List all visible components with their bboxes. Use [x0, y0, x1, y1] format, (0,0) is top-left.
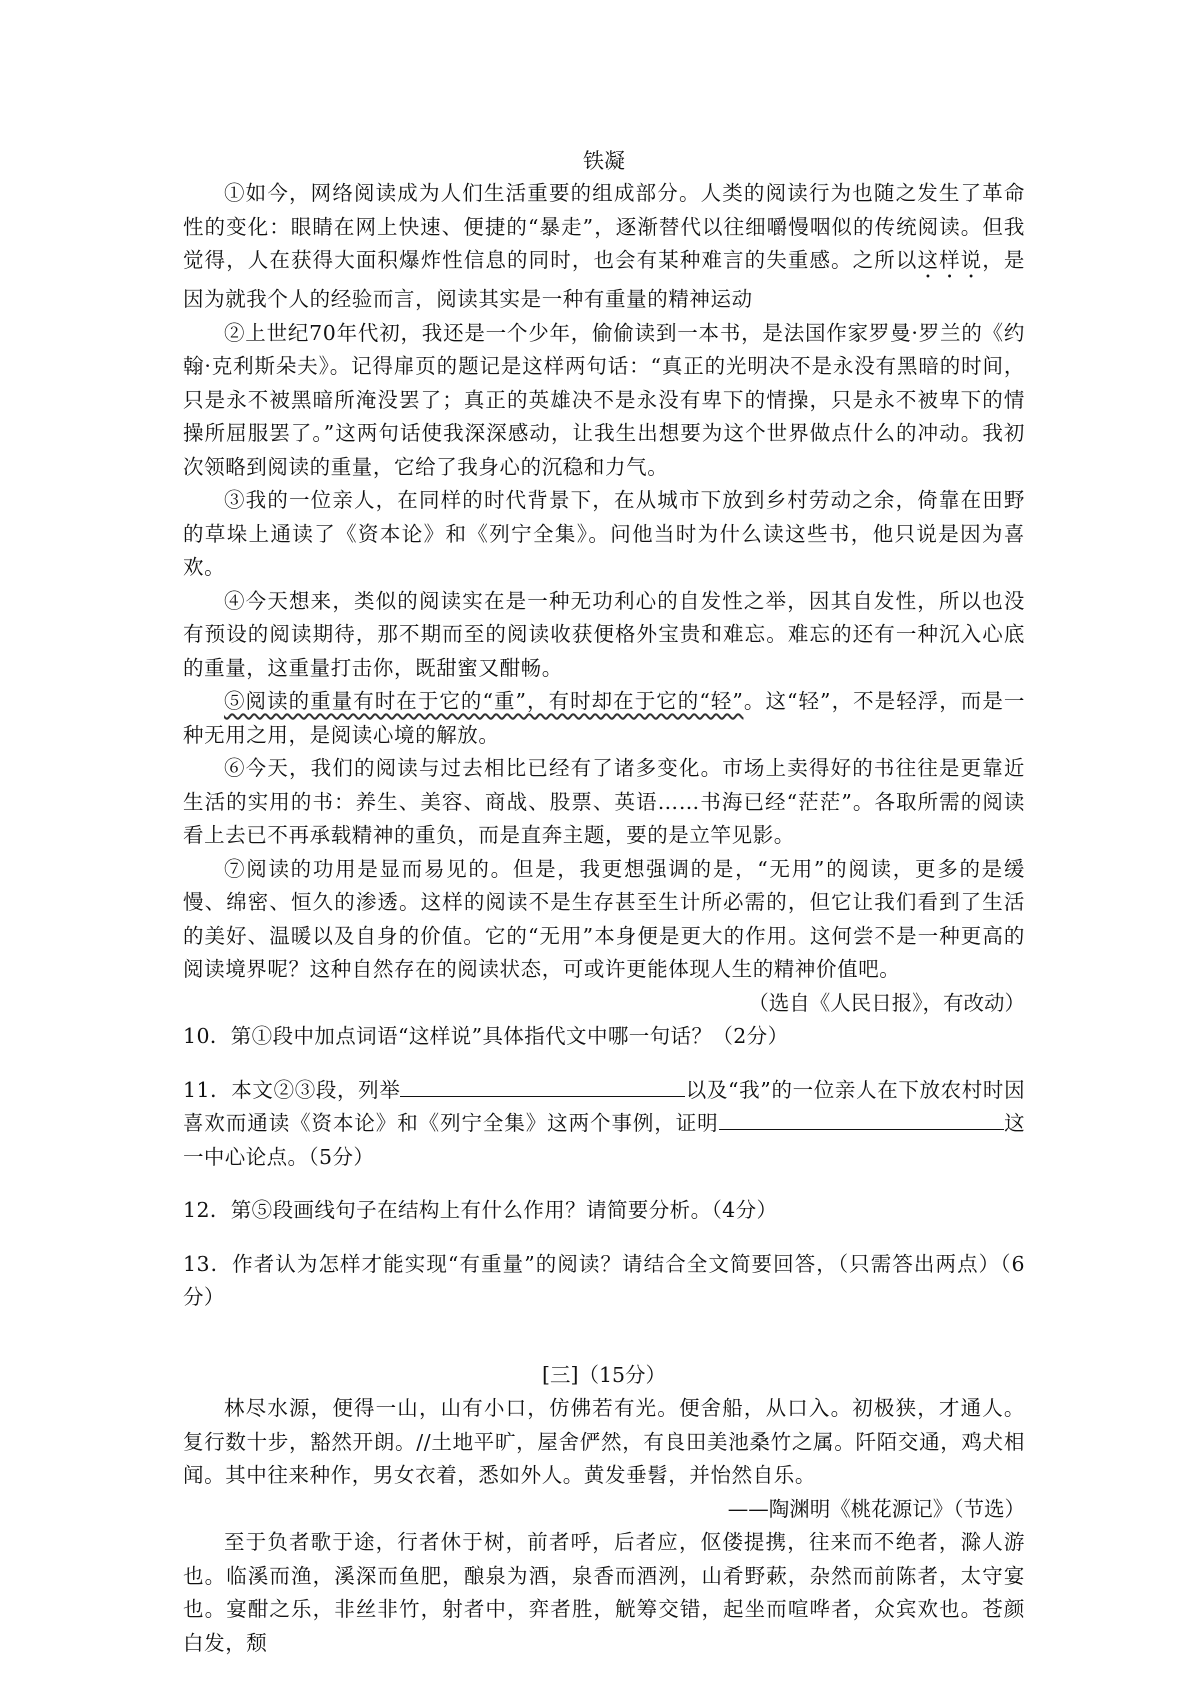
- answer-blank-1[interactable]: [400, 1074, 685, 1097]
- answer-blank-2[interactable]: [719, 1107, 1004, 1130]
- question-11-part-a: 11．本文②③段，列举: [183, 1077, 401, 1102]
- answer-space-13: [183, 1315, 1025, 1337]
- answer-space-12: [183, 1228, 1025, 1248]
- taohuayuan-source: ——陶渊明《桃花源记》（节选）: [727, 1496, 1025, 1521]
- underlined-sentence: ⑤阅读的重量有时在于它的“重”，有时却在于它的“轻”: [224, 689, 744, 713]
- paragraph-7: ⑦阅读的功用是显而易见的。但是，我更想强调的是，“无用”的阅读，更多的是缓慢、绵密、恒久的渗透。这样的阅读不是生存甚至生计所必需的，但它让我们看到了生活的美好、温暖以及自身的价值。它的“无用”本身便是更大的作用。这何尝不是一种更高的阅读境界呢？这种自然存在的阅读状态，可或许更能体现人生的精神价值吧。: [183, 856, 1025, 981]
- section-3-heading: [三]（15分）: [541, 1362, 667, 1387]
- answer-space-11: [183, 1174, 1025, 1194]
- taohuayuan-passage: 林尽水源，便得一山，山有小口，仿佛若有光。便舍船，从口入。初极狭，才通人。复行数十步，豁然开朗。//土地平旷，屋舍俨然，有良田美池桑竹之属。阡陌交通，鸡犬相闻。其中往来种作，男女衣着，悉如外人。黄发垂髫，并怡然自乐。: [183, 1396, 1025, 1487]
- question-10: 10．第①段中加点词语“这样说”具体指代文中哪一句话？（2分）: [183, 1024, 789, 1048]
- answer-space-10: [183, 1054, 1025, 1074]
- paragraph-5-rest: 。这“轻”，不是轻浮，而是一种无用之用，是阅读心境的解放。: [183, 689, 1025, 747]
- article-source: （选自《人民日报》，有改动）: [748, 990, 1025, 1015]
- question-13: 13．作者认为怎样才能实现“有重量”的阅读？请结合全文简要回答，（只需答出两点）（6分）: [183, 1251, 1025, 1309]
- paragraph-5: [183, 685, 1025, 752]
- paragraph-1-end: ，是因为就我个人的经验而言，阅读其实是一种有重量的精神运动: [183, 248, 1025, 311]
- article-author: 铁凝: [583, 149, 625, 173]
- paragraph-1: [183, 177, 1025, 317]
- paragraph-1-start: ①如今，网络阅读成为人们生活重要的组成部分。人类的阅读行为也随之发生了革命性的变化：眼睛在网上快速、便捷的“暴走”，逐渐替代以往细嚼慢咽似的传统阅读。但我觉得，人在获得大面积爆炸性信息的同时，也会有某种难言的失重感。之所以: [183, 181, 1025, 272]
- question-11-part-c: 这一中心论点。（5分）: [183, 1111, 1026, 1169]
- paragraph-3: ③我的一位亲人，在同样的时代背景下，在从城市下放到乡村劳动之余，倚靠在田野的草垛上通读了《资本论》和《列宁全集》。问他当时为什么读这些书，他只说是因为喜欢。: [183, 488, 1025, 579]
- paragraph-6: ⑥今天，我们的阅读与过去相比已经有了诸多变化。市场上卖得好的书往往是更靠近生活的实用的书：养生、美容、商战、股票、英语……书海已经“茫茫”。各取所需的阅读看上去已不再承载精神的重负，而是直奔主题，要的是立竿见影。: [183, 756, 1025, 847]
- question-11: [183, 1074, 1025, 1175]
- question-12: 12．第⑤段画线句子在结构上有什么作用？请简要分析。（4分）: [183, 1198, 778, 1222]
- spacer: [183, 1337, 1025, 1359]
- dotted-phrase: 这样说: [917, 248, 983, 272]
- zuiwengting-passage: 至于负者歌于途，行者休于树，前者呼，后者应，伛偻提携，往来而不绝者，滁人游也。临溪而渔，溪深而鱼肥，酿泉为酒，泉香而酒洌，山肴野蔌，杂然而前陈者，太守宴也。宴酣之乐，非丝非竹，射者中，弈者胜，觥筹交错，起坐而喧哗者，众宾欢也。苍颜白发，颓: [183, 1530, 1025, 1655]
- question-11-part-b: 以及“我”的一位亲人在下放农村时因喜欢而通读《资本论》和《列宁全集》这两个事例，证明: [183, 1077, 1025, 1135]
- paragraph-4: ④今天想来，类似的阅读实在是一种无功利心的自发性之举，因其自发性，所以也没有预设的阅读期待，那不期而至的阅读收获便格外宝贵和难忘。难忘的还有一种沉入心底的重量，这重量打击你，既甜蜜又酣畅。: [183, 588, 1025, 680]
- paragraph-2: ②上世纪70年代初，我还是一个少年，偷偷读到一本书，是法国作家罗曼·罗兰的《约翰·克利斯朵夫》。记得扉页的题记是这样两句话：“真正的光明决不是永没有黑暗的时间，只是永不被黑暗所淹没罢了；真正的英雄决不是永没有卑下的情操，只是永不被卑下的情操所屈服罢了。”这两句话使我深深感动，让我生出想要为这个世界做点什么的冲动。我初次领略到阅读的重量，它给了我身心的沉稳和力气。: [183, 320, 1025, 479]
